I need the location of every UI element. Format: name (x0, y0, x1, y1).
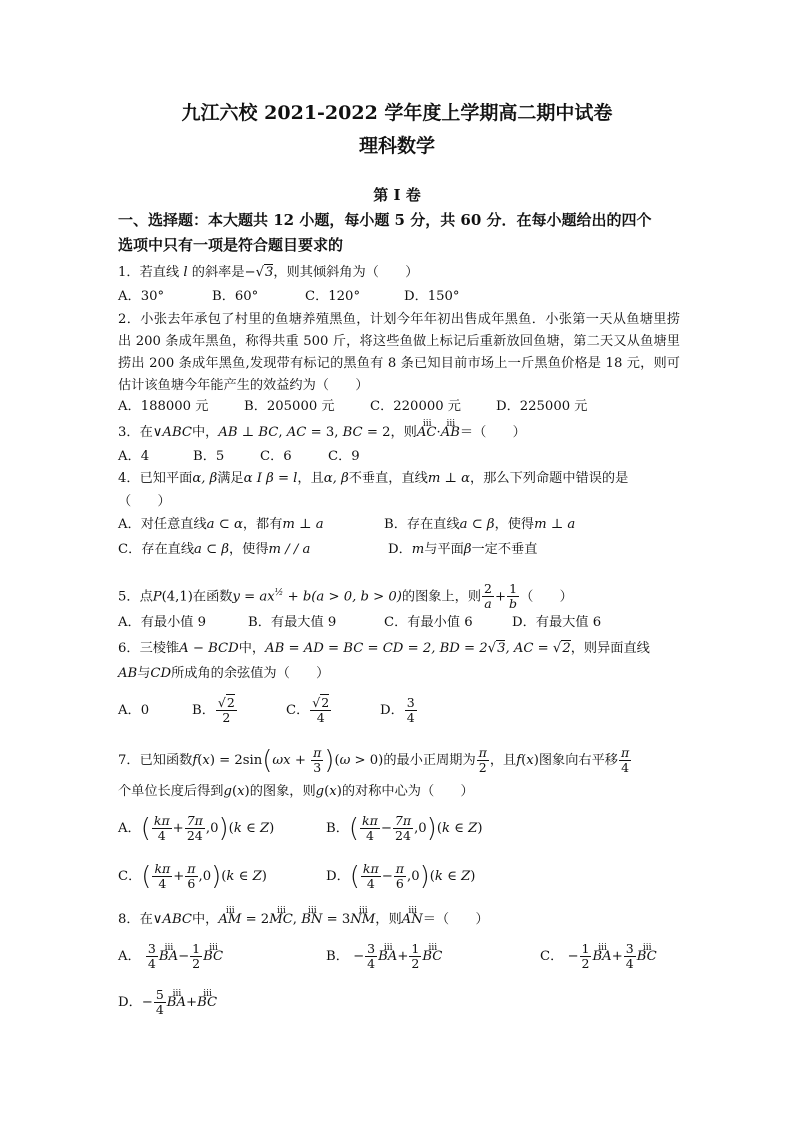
question-5-option-a: A．有最小值 9 (118, 615, 207, 630)
question-3-option-d: C．9 (328, 449, 360, 464)
question-4-option-c: C．存在直线a ⊂ β，使得m / / a (118, 542, 311, 557)
question-7-option-c: C．( $\frac{k\pi}{4}$ + $\frac{\pi}{6}$ ,0)(k ∈ Z) (118, 861, 267, 892)
question-8-option-d: D．− $\frac{5}{4}$ ⅲ BA+ⅲ BC (118, 986, 217, 1020)
question-1-option-d: D．150° (404, 289, 460, 304)
question-8-option-c: C． − $\frac{1}{2}$ ⅲ BA+ $\frac{3}{4}$ ⅲ BC (540, 940, 657, 974)
question-7-stem: 7．已知函数f(x) = 2sin(ωx + $\frac{\pi}{3}$ )(ω > 0)的最小正周期为 $\frac{\pi}{2}$ ，且f(x)图象向右平移 $\frac{\pi}{4}$ (118, 745, 630, 776)
question-6-stem-line2: AB与CD所成角的余弦值为（ ） (118, 666, 330, 681)
question-6-stem: 6．三棱锥A − BCD中，AB = AD = BC = CD = 2, BD = 2√3, AC = √2，则异面直线 (118, 641, 650, 656)
question-7-option-b: B．( $\frac{k\pi}{4}$ − $\frac{7\pi}{24}$ ,0)(k ∈ Z) (326, 813, 483, 844)
question-3-option-c: C．6 (260, 449, 292, 464)
question-5-option-c: C．有最小值 6 (384, 615, 473, 630)
question-4-stem-paren: （ ） (118, 494, 171, 509)
question-4-option-d: D．m与平面β一定不垂直 (388, 542, 538, 557)
question-6-option-d: D． $\frac{3}{4}$ (380, 695, 415, 725)
question-1-option-a: A．30° (118, 289, 165, 304)
question-5-stem: 5．点P(4,1)在函数$y = ax^{\frac{1}{2}} + b(a > 0$, b > 0)的图象上，则 $\frac{2}{a}$ + $\frac{1}{b}$ （ ） (118, 581, 573, 612)
question-3-option-a: A．4 (118, 449, 150, 464)
question-5-option-d: D．有最大值 6 (512, 615, 602, 630)
question-1-stem: 1．若直线 l 的斜率是−√3，则其倾斜角为（ ） (118, 265, 419, 280)
question-2-option-c: C．220000 元 (370, 399, 461, 414)
question-4-option-b: B．存在直线a ⊂ β，使得m ⊥ a (384, 517, 576, 532)
exam-subtitle: 理科数学 (358, 135, 435, 157)
question-7-option-a: A．( $\frac{k\pi}{4}$ + $\frac{7\pi}{24}$ ,0)(k ∈ Z) (118, 813, 275, 844)
question-3-stem: 3．在∨ABC中，AB ⊥ BC, AC = 3, BC = 2，则ⅲ AC·ⅲ AB＝（ ） (118, 424, 526, 442)
question-4-stem: 4．已知平面α, β满足α I β = l，且α, β不垂直，直线m ⊥ α，那么下列命题中错误的是 (118, 471, 629, 486)
volume-label: 第 I 卷 (373, 186, 421, 204)
question-3-option-b: B．5 (193, 449, 225, 464)
question-5-option-b: B．有最大值 9 (248, 615, 337, 630)
question-6-option-b: B． $\frac{√2}{2}$ (192, 695, 235, 725)
question-2-option-a: A．188000 元 (118, 399, 209, 414)
question-8-option-a: A． $\frac{3}{4}$ ⅲ BA− $\frac{1}{2}$ ⅲ BC (118, 940, 223, 974)
exam-title: 九江六校 2021-2022 学年度上学期高二期中试卷 (181, 102, 613, 124)
question-2-stem: 2．小张去年承包了村里的鱼塘养殖黑鱼，计划今年年初出售成年黑鱼．小张第一天从鱼塘里捞出 200 条成年黑鱼，称得共重 500 斤，将这些鱼做上标记后重新放回鱼塘，第二天又从鱼塘里捞出 200 条成年黑鱼,发现带有标记的黑鱼有 8 条已知目前市场上一斤黑鱼价格是 18 元，则可估计该鱼塘今年能产生的效益约为（ ） (118, 312, 680, 393)
question-1-option-c: C．120° (305, 289, 361, 304)
question-2-option-d: D．225000 元 (496, 399, 588, 414)
question-4-option-a: A．对任意直线a ⊂ α，都有m ⊥ a (118, 517, 324, 532)
question-1-option-b: B．60° (212, 289, 259, 304)
question-8-option-b: B． − $\frac{3}{4}$ ⅲ BA+ $\frac{1}{2}$ ⅲ BC (326, 940, 442, 974)
question-6-option-c: C． $\frac{√2}{4}$ (286, 695, 330, 725)
question-2-option-b: B．205000 元 (244, 399, 335, 414)
section-heading-line2: 选项中只有一项是符合题目要求的 (118, 236, 344, 254)
question-7-stem-line2: 个单位长度后得到g(x)的图象，则g(x)的对称中心为（ ） (118, 784, 474, 799)
question-8-stem: 8．在∨ABC中，ⅲ AM = 2ⅲ MC, ⅲ BN = 3ⅲ NM，则ⅲ AN＝（ ） (118, 911, 489, 929)
section-heading-line1: 一、选择题：本大题共 12 小题，每小题 5 分，共 60 分．在每小题给出的四个 (118, 211, 652, 229)
section-heading (118, 208, 680, 258)
question-7-option-d: D．( $\frac{k\pi}{4}$ − $\frac{\pi}{6}$ ,0)(k ∈ Z) (326, 861, 476, 892)
question-6-option-a: A．0 (118, 703, 150, 718)
